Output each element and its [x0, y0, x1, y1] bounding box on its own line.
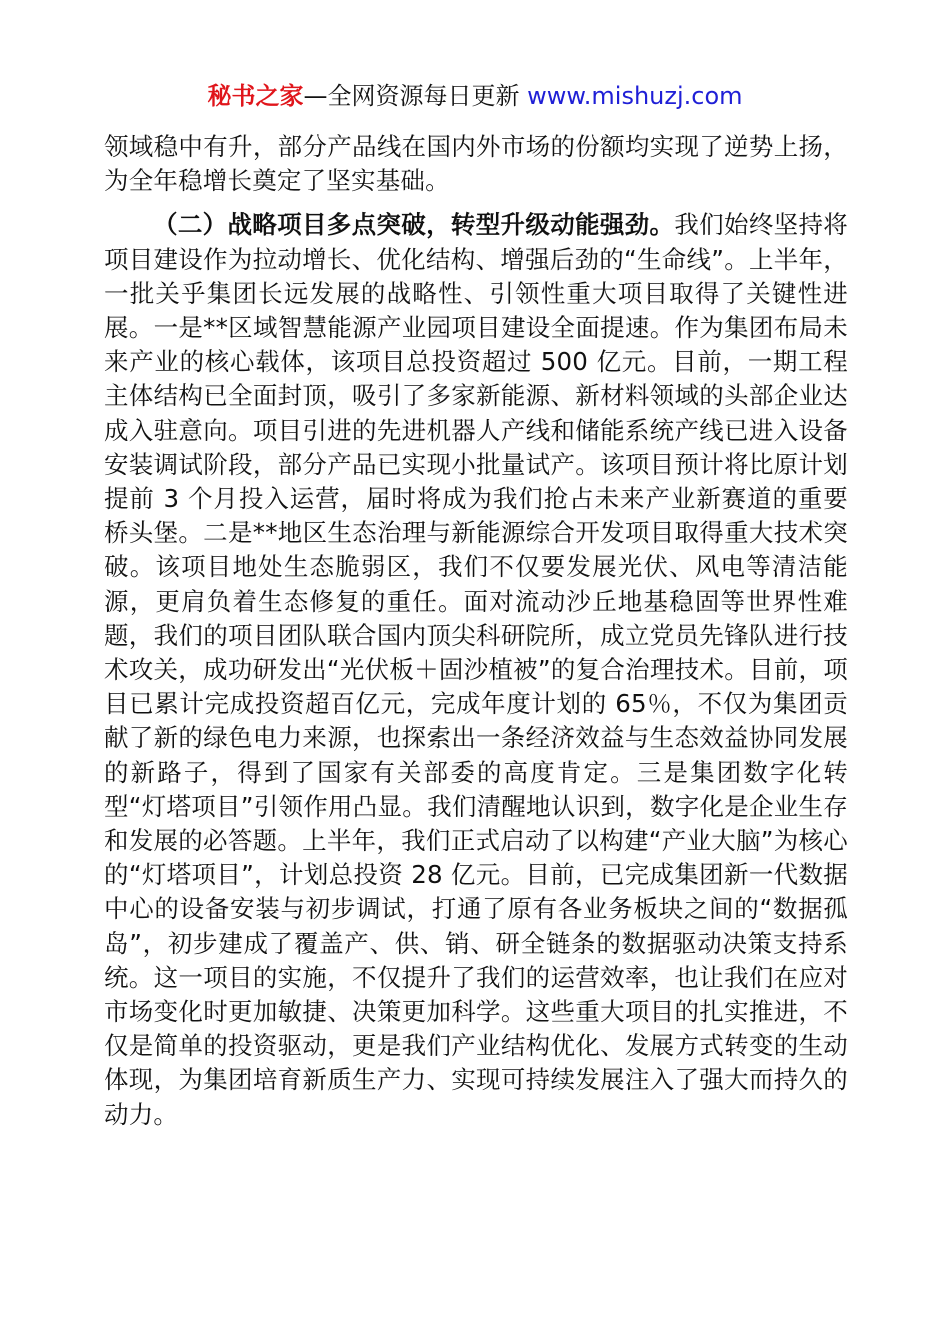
paragraph-continued: 领域稳中有升，部分产品线在国内外市场的份额均实现了逆势上扬，为全年稳增长奠定了坚实基础。 [104, 132, 848, 196]
site-brand: 秘书之家 [207, 82, 304, 110]
document-body [104, 130, 848, 1132]
paragraph-section-two [104, 208, 848, 1131]
site-header [0, 80, 950, 112]
site-tagline: —全网资源每日更新 [303, 82, 528, 110]
section-body-text: 我们始终坚持将项目建设作为拉动增长、优化结构、增强后劲的“生命线”。上半年，一批关乎集团长远发展的战略性、引领性重大项目取得了关键性进展。一是**区域智慧能源产业园项目建设全面提速。作为集团布局未来产业的核心载体，该项目总投资超过 500 亿元。目前，一期工程主体结构已全面封顶，吸引了多家新能源、新材料领域的头部企业达成入驻意向。项目引进的先进机器人产线和储能系统产线已进入设备安装调试阶段，部分产品已实现小批量试产。该项目预计将比原计划提前 3 个月投入运营，届时将成为我们抢占未来产业新赛道的重要桥头堡。二是**地区生态治理与新能源综合开发项目取得重大技术突破。该项目地处生态脆弱区，我们不仅要发展光伏、风电等清洁能源，更肩负着生态修复的重任。面对流动沙丘地基稳固等世界性难题，我们的项目团队联合国内顶尖科研院所，成立党员先锋队进行技术攻关，成功研发出“光伏板＋固沙植被”的复合治理技术。目前，项目已累计完成投资超百亿元，完成年度计划的 65％，不仅为集团贡献了新的绿色电力来源，也探索出一条经济效益与生态效益协同发展的新路子，得到了国家有关部委的高度肯定。三是集团数字化转型“灯塔项目”引领作用凸显。我们清醒地认识到，数字化是企业生存和发展的必答题。上半年，我们正式启动了以构建“产业大脑”为核心的“灯塔项目”，计划总投资 28 亿元。目前，已完成集团新一代数据中心的设备安装与初步调试，打通了原有各业务板块之间的“数据孤岛”，初步建成了覆盖产、供、销、研全链条的数据驱动决策支持系统。这一项目的实施，不仅提升了我们的运营效率，也让我们在应对市场变化时更加敏捷、决策更加科学。这些重大项目的扎实推进，不仅是简单的投资驱动，更是我们产业结构优化、发展方式转变的生动体现，为集团培育新质生产力、实现可持续发展注入了强大而持久的动力。 [104, 210, 848, 1129]
section-heading: （二）战略项目多点突破，转型升级动能强劲。 [153, 210, 675, 240]
site-url-link[interactable]: www.mishuzj.com [527, 82, 743, 110]
